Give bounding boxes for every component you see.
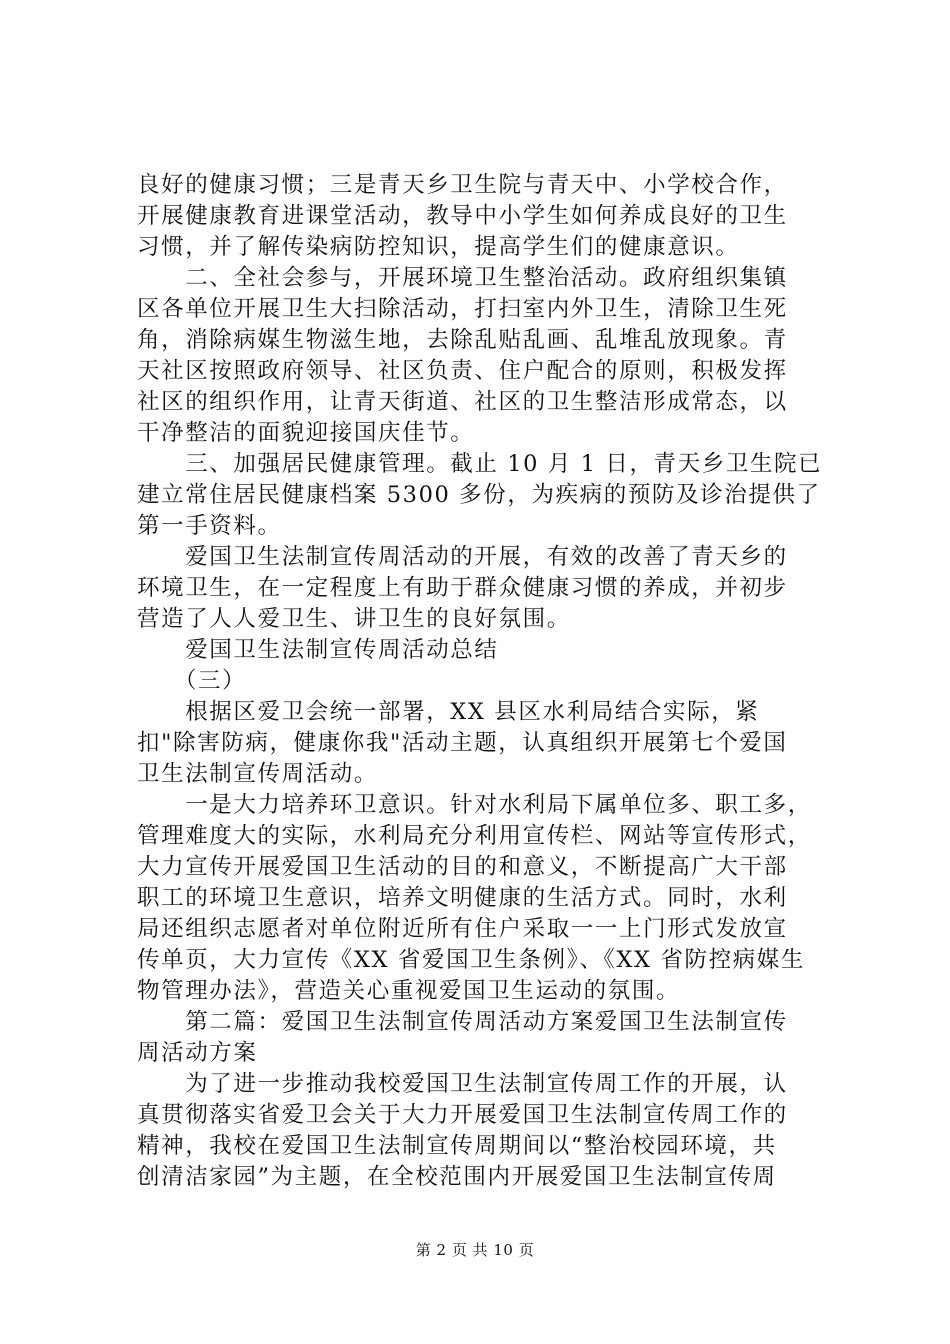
text-line: 精神，我校在爱国卫生法制宣传周期间以“整治校园环境，共	[137, 1133, 777, 1159]
text-line: 天社区按照政府领导、社区负责、住户配合的原则，积极发挥	[137, 358, 788, 384]
text-line: 为了进一步推动我校爱国卫生法制宣传周工作的开展，认	[137, 1071, 788, 1097]
chapter-heading: 周活动方案	[137, 1040, 258, 1066]
text-line: 社区的组织作用，让青天街道、社区的卫生整洁形成常态，以	[137, 389, 788, 415]
text-line: 环境卫生，在一定程度上有助于群众健康习惯的养成，并初步	[137, 575, 788, 601]
text-line: 角，消除病媒生物滋生地，去除乱贴乱画、乱堆乱放现象。青	[137, 327, 788, 353]
text-line: 职工的环境卫生意识，培养文明健康的生活方式。同时，水利	[137, 885, 788, 911]
text-line: 营造了人人爱卫生、讲卫生的良好氛围。	[137, 606, 571, 632]
text-line: 物管理办法》，营造关心重视爱国卫生运动的氛围。	[137, 978, 681, 1004]
text-line: 良好的健康习惯；三是青天乡卫生院与青天中、小学校合作，	[137, 172, 788, 198]
document-body	[137, 170, 837, 1193]
text-line: 爱国卫生法制宣传周活动的开展，有效的改善了青天乡的	[137, 544, 788, 570]
text-line: 创清洁家园”为主题，在全校范围内开展爱国卫生法制宣传周	[137, 1164, 777, 1190]
text-line: 真贯彻落实省爱卫会关于大力开展爱国卫生法制宣传周工作的	[137, 1102, 788, 1128]
text-line: 干净整洁的面貌迎接国庆佳节。	[137, 420, 475, 446]
text-line: 习惯，并了解传染病防控知识，提高学生们的健康意识。	[137, 234, 740, 260]
text-line: 根据区爱卫会统一部署，XX 县区水利局结合实际，紧	[137, 699, 760, 725]
text-line: 第一手资料。	[137, 513, 282, 539]
text-line: 一是大力培养环卫意识。针对水利局下属单位多、职工多，	[137, 792, 812, 818]
text-line: 三、加强居民健康管理。截止 10 月 1 日，青天乡卫生院已	[137, 451, 823, 477]
page-footer: 第 2 页 共 10 页	[415, 1241, 535, 1259]
text-line: 二、全社会参与，开展环境卫生整治活动。政府组织集镇	[137, 265, 788, 291]
section-number: （三）	[137, 668, 247, 694]
text-line: 局还组织志愿者对单位附近所有住户采取一一上门形式发放宣	[137, 916, 788, 942]
text-line: 大力宣传开展爱国卫生活动的目的和意义，不断提高广大干部	[137, 854, 788, 880]
text-line: 传单页，大力宣传《XX 省爱国卫生条例》、《XX 省防控病媒生	[137, 947, 805, 973]
text-line: 管理难度大的实际，水利局充分利用宣传栏、网站等宣传形式，	[137, 823, 812, 849]
chapter-heading: 第二篇：爱国卫生法制宣传周活动方案爱国卫生法制宣传	[137, 1009, 788, 1035]
text-line: 建立常住居民健康档案 5300 多份，为疾病的预防及诊治提供了	[137, 482, 821, 508]
text-line: 扣"除害防病，健康你我"活动主题，认真组织开展第七个爱国	[137, 730, 788, 756]
text-line: 开展健康教育进课堂活动，教导中小学生如何养成良好的卫生	[137, 203, 788, 229]
text-line: 卫生法制宣传周活动。	[137, 761, 379, 787]
section-title: 爱国卫生法制宣传周活动总结	[137, 637, 499, 663]
text-line: 区各单位开展卫生大扫除活动，打扫室内外卫生，清除卫生死	[137, 296, 788, 322]
